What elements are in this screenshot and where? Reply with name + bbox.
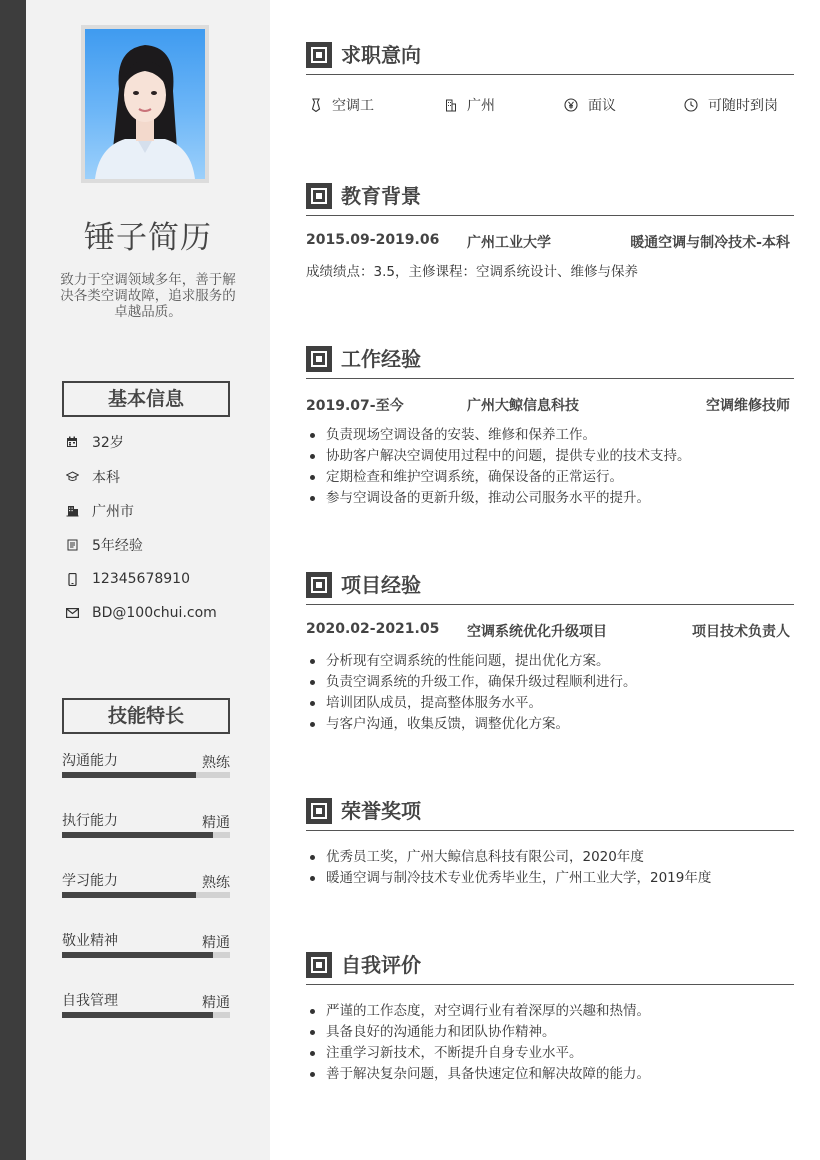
- calendar-icon: [64, 434, 80, 450]
- project-date: 2020.02-2021.05: [306, 621, 440, 637]
- section-title: 自我评价: [341, 953, 421, 977]
- left-dark-strip: [0, 0, 26, 1160]
- skill-bar-fill: [62, 772, 196, 778]
- profile-intro: 致力于空调领域多年，善于解决各类空调故障，追求服务的卓越品质。: [60, 272, 236, 320]
- building-icon: [445, 99, 457, 112]
- section-square-icon: [306, 42, 332, 68]
- section-header: [306, 796, 794, 831]
- section-header: [306, 181, 794, 216]
- document-icon: [64, 537, 80, 553]
- list-item: 暖通空调与制冷技术专业优秀毕业生，广州工业大学，2019年度: [306, 868, 794, 889]
- info-age-text: 32岁: [92, 435, 124, 451]
- list-item: 严谨的工作态度，对空调行业有着深厚的兴趣和热情。: [306, 1001, 794, 1022]
- skill-level: 熟练: [202, 755, 230, 771]
- section-header: [306, 40, 794, 75]
- honors-list: [306, 847, 794, 889]
- building-icon: [64, 503, 80, 519]
- education-major: 暖通空调与制冷技术-本科: [630, 235, 790, 251]
- resume-name: 锤子简历: [84, 220, 212, 256]
- list-item: 协助客户解决空调使用过程中的问题，提供专业的技术支持。: [306, 446, 794, 467]
- intent-job-text: 空调工: [332, 98, 374, 114]
- info-experience-text: 5年经验: [92, 538, 143, 554]
- skill-level: 精通: [202, 995, 230, 1011]
- intent-city: [445, 95, 495, 115]
- list-item: 负责现场空调设备的安装、维修和保养工作。: [306, 425, 794, 446]
- list-item: 与客户沟通，收集反馈，调整优化方案。: [306, 714, 794, 735]
- section-work-experience: [306, 344, 794, 509]
- section-square-icon: [306, 183, 332, 209]
- info-education: [64, 467, 120, 487]
- skill-bar: [62, 772, 230, 778]
- section-header: [306, 344, 794, 379]
- list-item: 参与空调设备的更新升级，推动公司服务水平的提升。: [306, 488, 794, 509]
- info-city: [64, 501, 134, 521]
- list-item: 分析现有空调系统的性能问题，提出优化方案。: [306, 651, 794, 672]
- skill-level: 熟练: [202, 875, 230, 891]
- info-age: [64, 432, 124, 452]
- profile-photo: [81, 25, 209, 183]
- list-item: 负责空调系统的升级工作，确保升级过程顺利进行。: [306, 672, 794, 693]
- skill-bar: [62, 952, 230, 958]
- list-item: 注重学习新技术，不断提升自身专业水平。: [306, 1043, 794, 1064]
- list-item: 具备良好的沟通能力和团队协作精神。: [306, 1022, 794, 1043]
- skill-item: [62, 810, 230, 846]
- self-evaluation-list: [306, 1001, 794, 1085]
- work-company: 广州大鲸信息科技: [467, 398, 579, 414]
- skill-level: 精通: [202, 935, 230, 951]
- section-title: 荣誉奖项: [341, 799, 421, 823]
- skills-heading: 技能特长: [62, 698, 230, 734]
- list-item: 优秀员工奖，广州大鲸信息科技有限公司，2020年度: [306, 847, 794, 868]
- skill-level: 精通: [202, 815, 230, 831]
- skill-name: 自我管理: [62, 993, 118, 1009]
- project-duties: [306, 651, 794, 735]
- skill-item: [62, 870, 230, 906]
- skill-bar-fill: [62, 952, 213, 958]
- work-date: 2019.07-至今: [306, 398, 404, 414]
- info-email-text: BD@100chui.com: [92, 605, 217, 621]
- list-item: 定期检查和维护空调系统，确保设备的正常运行。: [306, 467, 794, 488]
- info-phone: [64, 569, 190, 589]
- section-self-evaluation: [306, 950, 794, 1085]
- section-title: 求职意向: [341, 43, 421, 67]
- work-duties: [306, 425, 794, 509]
- section-square-icon: [306, 952, 332, 978]
- skill-name: 学习能力: [62, 873, 118, 889]
- info-email: [64, 603, 217, 623]
- section-project-experience: [306, 570, 794, 735]
- section-title: 工作经验: [341, 347, 421, 371]
- info-phone-text: 12345678910: [92, 571, 190, 587]
- tie-icon: [310, 98, 322, 112]
- skill-item: [62, 990, 230, 1026]
- intent-salary: [564, 95, 616, 115]
- clock-icon: [684, 98, 698, 112]
- list-item: 善于解决复杂问题，具备快速定位和解决故障的能力。: [306, 1064, 794, 1085]
- education-date: 2015.09-2019.06: [306, 232, 440, 248]
- section-title: 项目经验: [341, 573, 421, 597]
- section-square-icon: [306, 572, 332, 598]
- skill-bar-fill: [62, 892, 196, 898]
- project-role: 项目技术负责人: [692, 624, 790, 640]
- skill-name: 沟通能力: [62, 753, 118, 769]
- skill-bar-fill: [62, 832, 213, 838]
- info-experience: [64, 535, 143, 555]
- info-education-text: 本科: [92, 470, 120, 486]
- education-school: 广州工业大学: [467, 235, 551, 251]
- skill-bar: [62, 1012, 230, 1018]
- section-square-icon: [306, 798, 332, 824]
- education-detail: 成绩绩点：3.5，主修课程：空调系统设计、维修与保养: [306, 264, 638, 280]
- education-entry: [306, 232, 794, 252]
- graduation-cap-icon: [64, 469, 80, 485]
- intent-availability-text: 可随时到岗: [708, 98, 778, 114]
- basic-info-heading: 基本信息: [62, 381, 230, 417]
- work-role: 空调维修技师: [706, 398, 790, 414]
- skill-name: 执行能力: [62, 813, 118, 829]
- intent-job: [310, 95, 374, 115]
- info-city-text: 广州市: [92, 504, 134, 520]
- project-name: 空调系统优化升级项目: [467, 624, 607, 640]
- envelope-icon: [64, 605, 80, 621]
- skill-item: [62, 750, 230, 786]
- yen-coin-icon: [564, 98, 578, 112]
- project-entry: [306, 621, 794, 641]
- work-entry: [306, 395, 794, 415]
- skill-bar-fill: [62, 1012, 213, 1018]
- sidebar: [26, 0, 270, 1160]
- intent-availability: [684, 95, 778, 115]
- section-square-icon: [306, 346, 332, 372]
- list-item: 培训团队成员，提高整体服务水平。: [306, 693, 794, 714]
- portrait-illustration: [85, 29, 205, 179]
- section-education: [306, 181, 794, 282]
- skill-bar: [62, 832, 230, 838]
- skill-bar: [62, 892, 230, 898]
- section-job-intent: [306, 40, 794, 115]
- intent-city-text: 广州: [467, 98, 495, 114]
- skill-item: [62, 930, 230, 966]
- section-honors: [306, 796, 794, 889]
- phone-icon: [64, 571, 80, 587]
- intent-row: [306, 95, 794, 115]
- section-title: 教育背景: [341, 184, 421, 208]
- section-header: [306, 950, 794, 985]
- skill-name: 敬业精神: [62, 933, 118, 949]
- section-header: [306, 570, 794, 605]
- intent-salary-text: 面议: [588, 98, 616, 114]
